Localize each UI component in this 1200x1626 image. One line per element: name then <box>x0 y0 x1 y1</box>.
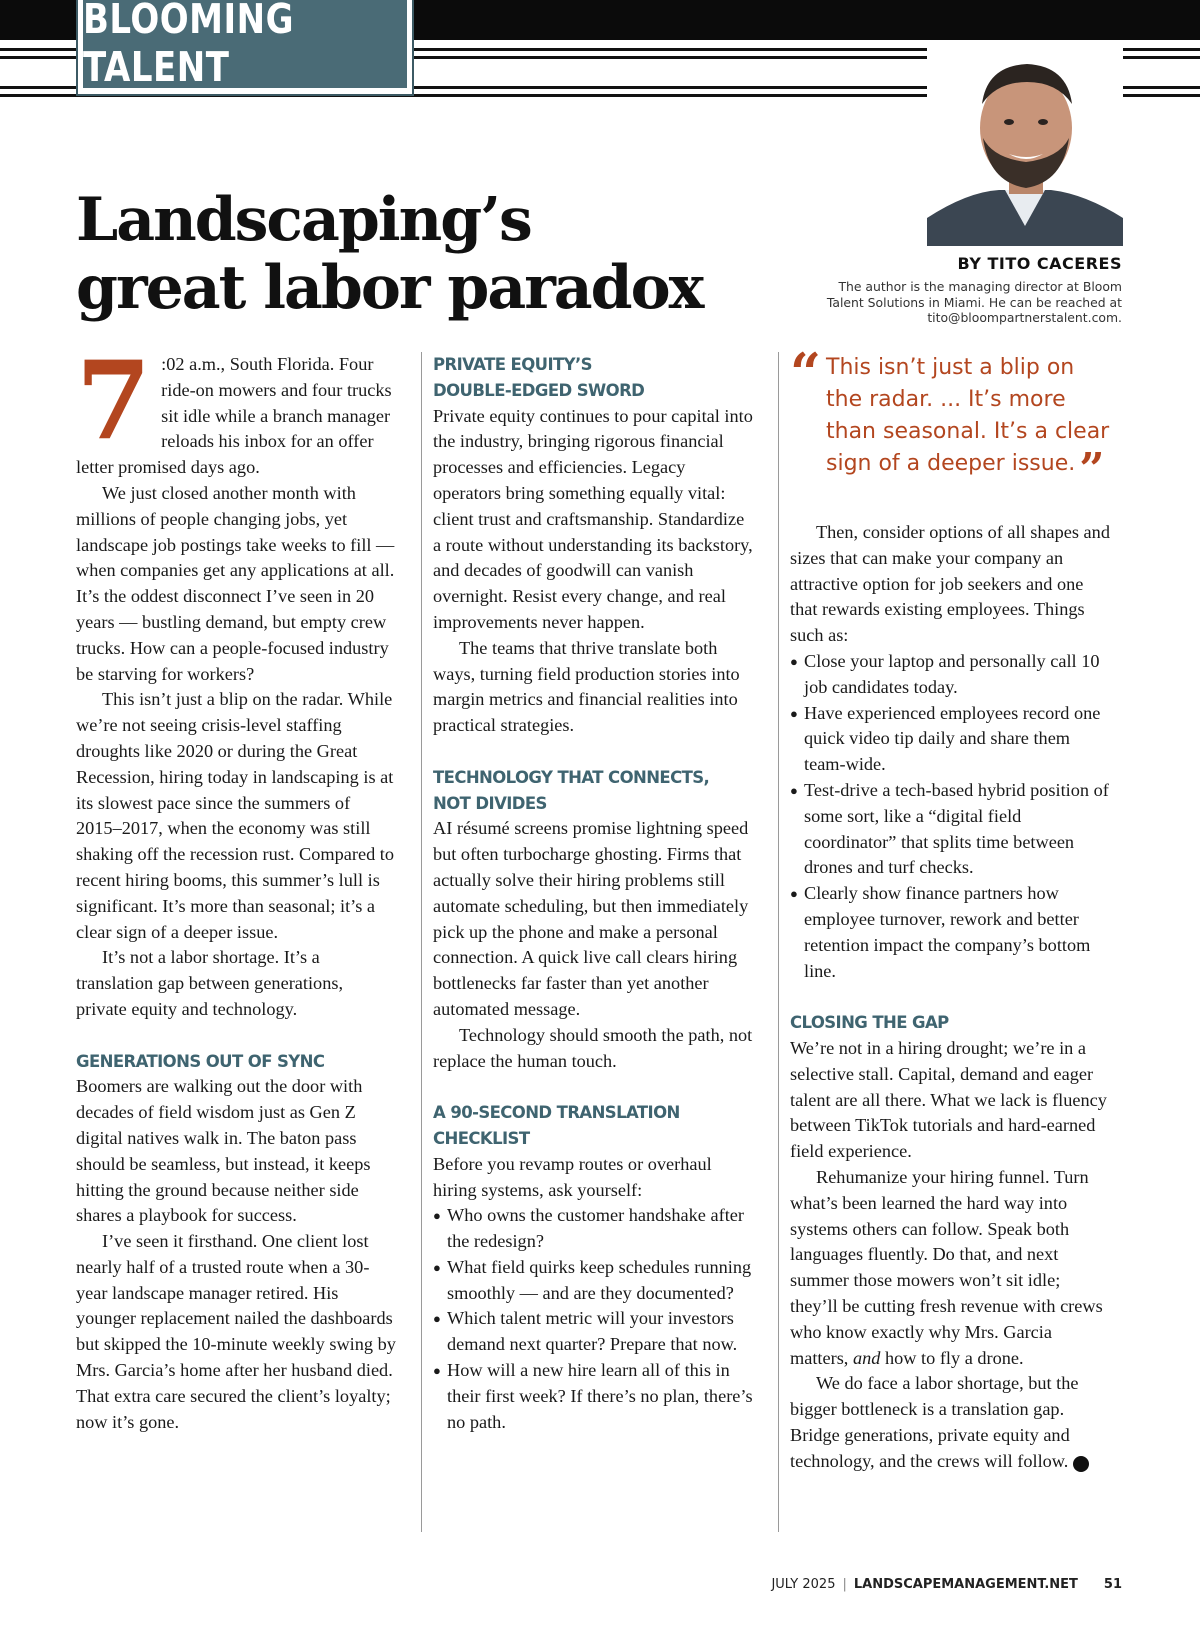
subheading: GENERATIONS OUT OF SYNC <box>76 1051 325 1071</box>
close-quote-icon: ” <box>1079 444 1105 495</box>
body-paragraph: Boomers are walking out the door with decades of field wisdom just as Gen Z digital natives walk in. The baton pass should be seamless, but instead, it keeps hitting the ground because neither side shares a playbook for success. <box>76 1076 371 1226</box>
article-column-2 <box>433 352 755 1435</box>
pull-quote <box>790 341 1112 495</box>
article-column-3 <box>790 341 1113 1474</box>
list-item: ● Close your laptop and personally call 10 job candidates today. <box>790 649 1112 701</box>
issue-date: JULY 2025 <box>771 1577 836 1592</box>
body-text: Rehumanize your hiring funnel. Turn what’s been learned the hard way into systems others can follow. Speak both languages fluently. Do that, and next summer those mowers won’t sit idle; they’ll be cutting fresh revenue with crews who know exactly why Mrs. Garcia matters, <box>790 1166 1103 1368</box>
list-item: ● What field quirks keep schedules running smoothly — and are they documented? <box>433 1255 755 1307</box>
body-paragraph: The teams that thrive translate both ways, turning field production stories into margin metrics and financial realities into practical strategies. <box>433 637 740 736</box>
author-photo <box>927 42 1123 246</box>
body-paragraph <box>790 1165 1112 1371</box>
body-paragraph <box>790 1371 1112 1474</box>
subheading: NOT DIVIDES <box>433 793 547 813</box>
tips-list <box>790 649 1112 984</box>
column-divider <box>421 352 422 1532</box>
author-portrait-icon <box>927 42 1123 246</box>
subheading: PRIVATE EQUITY’S <box>433 355 592 374</box>
body-paragraph: I’ve seen it firsthand. One client lost nearly half of a trusted route when a 30-year landscape manager retired. His younger replacement nailed the dashboards but skipped the 10-minute weekly swing by Mrs. Garcia’s home after her husband died. That extra care secured the client’s loyalty; now it’s gone. <box>76 1231 396 1432</box>
site-name: LANDSCAPEMANAGEMENT.NET <box>853 1577 1078 1592</box>
headline-line1: Landscaping’s <box>76 185 531 255</box>
body-paragraph: Technology should smooth the path, not replace the human touch. <box>433 1024 753 1071</box>
checklist <box>433 1203 755 1435</box>
section-badge-label: BLOOMING TALENT <box>83 0 295 92</box>
subheading: DOUBLE-EDGED SWORD <box>433 380 645 400</box>
subheading: CLOSING THE GAP <box>790 1013 949 1033</box>
open-quote-icon: “ <box>790 341 822 405</box>
list-item: ● Test-drive a tech-based hybrid position of some sort, like a “digital field coordinator” that splits time between drones and turf checks. <box>790 778 1112 881</box>
closing-text: We do face a labor shortage, but the bigger bottleneck is a translation gap. Bridge generations, private equity and technology, and the crews will follow. <box>790 1373 1079 1471</box>
headline-line2: great labor paradox <box>76 253 703 323</box>
body-paragraph: AI résumé screens promise lightning speed but often turbocharge ghosting. Firms that actually solve their hiring problems still automate scheduling, but then immediately pick up the phone and make a personal connection. A quick live call clears hiring bottlenecks far faster than yet another automated message. <box>433 818 749 1019</box>
body-paragraph: Then, consider options of all shapes and sizes that can make your company an attractive option for job seekers and one that rewards existing employees. Things such as: <box>790 522 1110 646</box>
pull-quote-text: This isn’t just a blip on the radar. ... It’s more than seasonal. It’s a clear sign of a deeper issue. <box>826 355 1110 476</box>
author-bio: The author is the managing director at Bloom Talent Solutions in Miami. He can be reached at tito@bloompartnerstalent.com. <box>826 279 1122 325</box>
list-item: ● Have experienced employees record one quick video tip daily and share them team-wide. <box>790 701 1112 778</box>
body-paragraph: Before you revamp routes or overhaul hiring systems, ask yourself: <box>433 1153 712 1200</box>
opening-paragraph <box>76 338 398 481</box>
column-divider <box>778 352 779 1532</box>
body-paragraph: This isn’t just a blip on the radar. While we’re not seeing crisis-level staffing droughts like 2020 or during the Great Recession, hiring today in landscaping is at its slowest pace since the summers of 2015–2017, when the economy was still shaking off the recession rust. Compared to recent hiring booms, this summer’s lull is significant. It’s more than seasonal; it’s a clear sign of a deeper issue. <box>76 689 394 942</box>
body-paragraph: It’s not a labor shortage. It’s a translation gap between generations, private equity and technology. <box>76 947 344 1019</box>
headline <box>76 186 702 322</box>
end-mark-icon: LM <box>1073 1456 1089 1472</box>
list-item: ● Which talent metric will your investors demand next quarter? Prepare that now. <box>433 1306 755 1358</box>
body-paragraph: We just closed another month with millions of people changing jobs, yet landscape job postings take weeks to fill — when companies get any applications at all. It’s the oddest disconnect I’ve seen in 20 years — bustling demand, but empty crew trucks. How can a people-focused industry be starving for workers? <box>76 482 395 684</box>
list-item: ● How will a new hire learn all of this in their first week? If there’s no plan, there’s no path. <box>433 1358 755 1435</box>
list-item: ● Clearly show finance partners how employee turnover, rework and better retention impact the company’s bottom line. <box>790 881 1112 984</box>
section-badge <box>76 0 414 96</box>
drop-cap: 7 <box>76 338 152 464</box>
page-footer <box>771 1577 1122 1592</box>
byline: BY TITO CACERES <box>957 254 1122 273</box>
opening-text: :02 a.m., South Florida. Four ride-on mowers and four trucks sit idle while a branch manager reloads his inbox for an offer letter promised days ago. <box>76 354 392 478</box>
emphasis-text: and <box>852 1347 881 1368</box>
body-paragraph: Private equity continues to pour capital into the industry, bringing rigorous financial processes and efficiencies. Legacy operators bring something equally vital: client trust and craftsmanship. Standardize a route without understanding its backstory, and decades of goodwill can vanish overnight. Resist every change, and real improvements never happen. <box>433 405 753 632</box>
body-paragraph: We’re not in a hiring drought; we’re in a selective stall. Capital, demand and eager talent are all there. What we lack is fluency between TikTok tutorials and hard-earned field experience. <box>790 1037 1107 1162</box>
list-item: ● Who owns the customer handshake after the redesign? <box>433 1203 755 1255</box>
article-column-1 <box>76 338 398 1435</box>
subheading: TECHNOLOGY THAT CONNECTS, <box>433 767 710 787</box>
body-text: how to fly a drone. <box>884 1347 1024 1368</box>
subheading: A 90-SECOND TRANSLATION CHECKLIST <box>433 1103 680 1148</box>
footer-separator: | <box>842 1577 847 1592</box>
page-number: 51 <box>1103 1577 1122 1592</box>
